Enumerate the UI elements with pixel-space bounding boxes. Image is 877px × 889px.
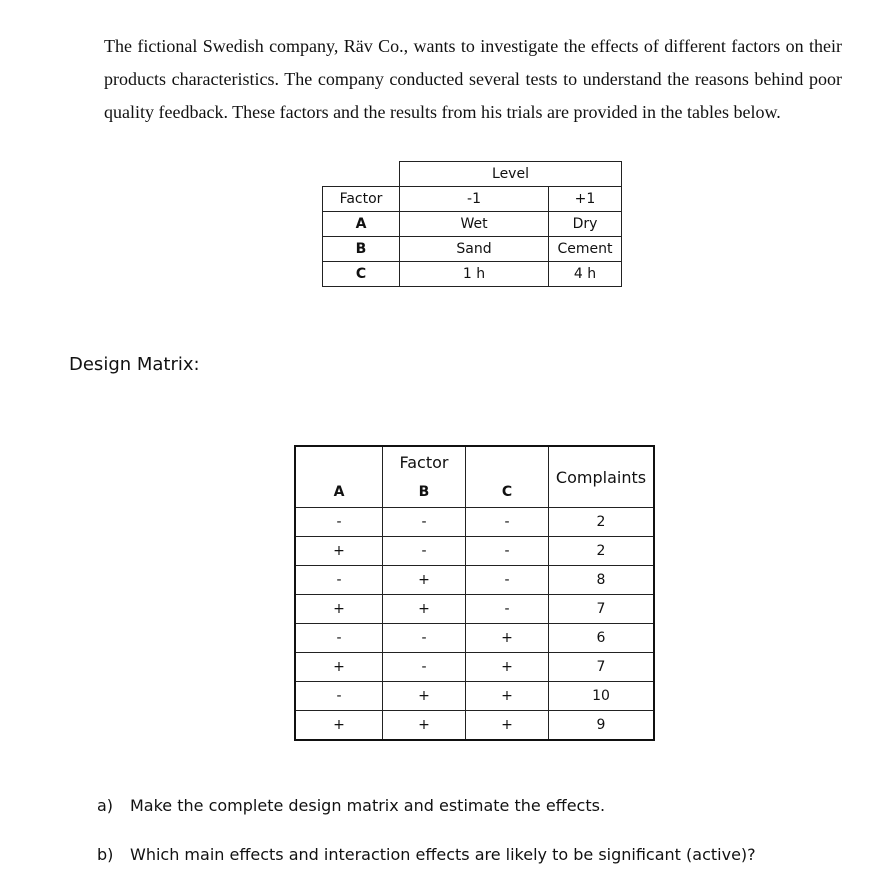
factor-low-level: Wet [400, 212, 549, 237]
cell-complaints: 8 [549, 566, 655, 595]
question-b [97, 845, 756, 864]
table-row [295, 566, 654, 595]
cell-c: - [466, 595, 549, 624]
factor-name: A [323, 212, 400, 237]
question-label: a) [97, 796, 114, 815]
column-header-c: C [466, 477, 549, 508]
cell-a: - [295, 624, 383, 653]
cell-a: - [295, 566, 383, 595]
factor-row [323, 212, 622, 237]
level-header: Level [400, 162, 622, 187]
column-header-a: A [295, 477, 383, 508]
cell-b: + [383, 595, 466, 624]
table-row [295, 711, 654, 741]
cell-complaints: 7 [549, 595, 655, 624]
table-row [295, 624, 654, 653]
design-matrix-table [294, 445, 655, 741]
factor-high-level: 4 h [549, 262, 622, 287]
factor-name: B [323, 237, 400, 262]
factor-low-level: 1 h [400, 262, 549, 287]
cell-a: + [295, 711, 383, 741]
cell-c: - [466, 537, 549, 566]
table-row [295, 508, 654, 537]
cell-c: - [466, 566, 549, 595]
cell-b: + [383, 682, 466, 711]
factor-name: C [323, 262, 400, 287]
cell-c: + [466, 653, 549, 682]
cell-c: + [466, 624, 549, 653]
design-matrix-label: Design Matrix: [69, 354, 200, 375]
high-level-header: +1 [549, 187, 622, 212]
cell-b: - [383, 537, 466, 566]
table-row [295, 595, 654, 624]
question-a [97, 796, 605, 815]
factor-high-level: Cement [549, 237, 622, 262]
intro-paragraph: The fictional Swedish company, Räv Co., wants to investigate the effects of different factors on their products characteristics. The company conducted several tests to understand the reasons behind poor quality feedback. These factors and the results from his trials are provided in the tables below. [104, 36, 842, 122]
cell-a: + [295, 653, 383, 682]
cell-b: + [383, 711, 466, 741]
cell-a: - [295, 508, 383, 537]
column-header-b: B [383, 477, 466, 508]
question-label: b) [97, 845, 114, 864]
cell-complaints: 2 [549, 537, 655, 566]
factor-low-level: Sand [400, 237, 549, 262]
cell-a: + [295, 537, 383, 566]
cell-b: + [383, 566, 466, 595]
cell-a: + [295, 595, 383, 624]
cell-complaints: 2 [549, 508, 655, 537]
factor-high-level: Dry [549, 212, 622, 237]
factors-table [322, 161, 622, 287]
low-level-header: -1 [400, 187, 549, 212]
cell-complaints: 9 [549, 711, 655, 741]
design-factor-header: Factor [383, 446, 466, 477]
cell-b: - [383, 508, 466, 537]
cell-b: - [383, 624, 466, 653]
table-row [295, 537, 654, 566]
cell-a: - [295, 682, 383, 711]
cell-complaints: 7 [549, 653, 655, 682]
cell-b: - [383, 653, 466, 682]
complaints-header: Complaints [549, 446, 655, 508]
cell-c: - [466, 508, 549, 537]
question-text: Make the complete design matrix and estimate the effects. [130, 796, 606, 815]
cell-c: + [466, 711, 549, 741]
factor-header: Factor [323, 187, 400, 212]
factor-row [323, 237, 622, 262]
table-row [295, 653, 654, 682]
cell-complaints: 6 [549, 624, 655, 653]
question-text: Which main effects and interaction effects are likely to be significant (active)? [130, 845, 756, 864]
cell-complaints: 10 [549, 682, 655, 711]
cell-c: + [466, 682, 549, 711]
table-row [295, 682, 654, 711]
factor-row [323, 262, 622, 287]
